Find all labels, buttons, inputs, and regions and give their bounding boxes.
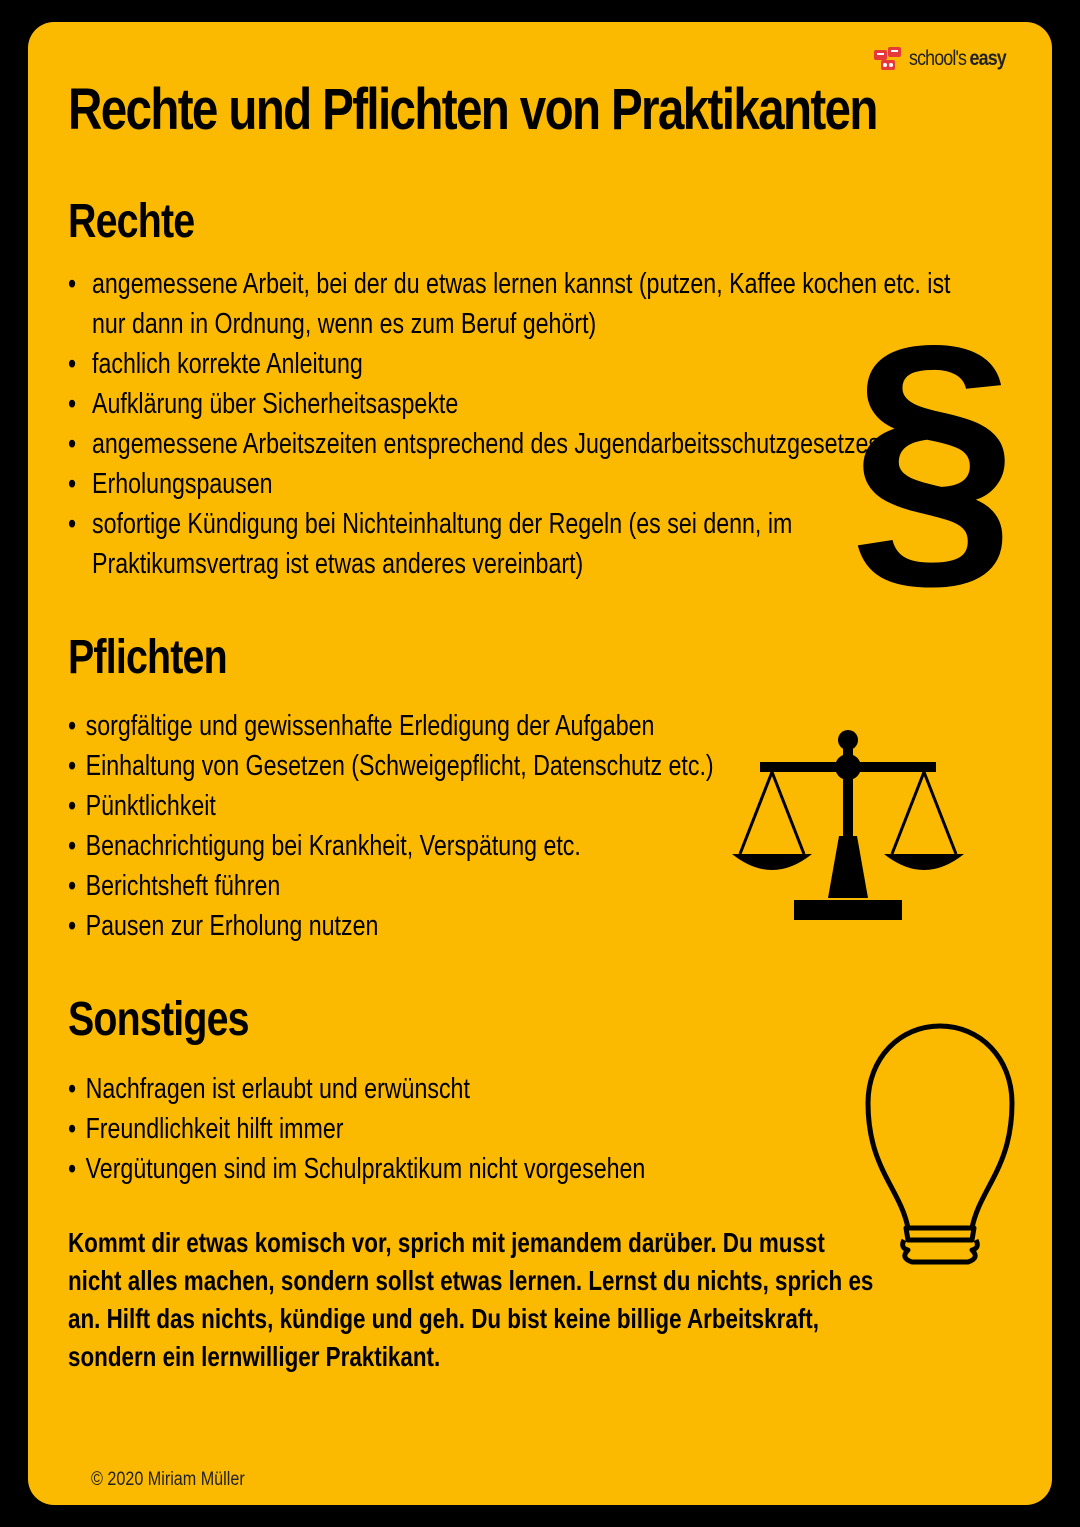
bullet-icon: • — [68, 468, 77, 500]
list-item — [68, 866, 714, 906]
chat-bubbles-icon — [873, 46, 903, 72]
bullet-icon: • — [68, 790, 77, 822]
infographic-card — [28, 22, 1052, 1505]
list-item-text: Vergütungen sind im Schulpraktikum nicht vorgesehen — [85, 1153, 646, 1185]
misc-heading: Sonstiges — [68, 993, 249, 1046]
list-item — [68, 1149, 645, 1189]
bullet-icon: • — [68, 710, 77, 742]
page-title: Rechte und Pflichten von Praktikanten — [68, 77, 877, 142]
bullet-icon: • — [68, 830, 77, 862]
list-item-text: angemessene Arbeitszeiten entsprechend des Jugendarbeitsschutzgesetzes — [92, 428, 881, 460]
list-item — [68, 906, 714, 946]
bullet-icon: • — [68, 508, 77, 540]
bullet-icon: • — [68, 1073, 77, 1105]
list-item — [68, 504, 951, 584]
list-item — [68, 786, 714, 826]
list-item — [68, 1109, 645, 1149]
list-item-text: Berichtsheft führen — [85, 870, 281, 902]
bullet-icon: • — [68, 428, 77, 460]
bullet-icon: • — [68, 388, 77, 420]
paragraph-icon: § — [850, 282, 1017, 618]
list-item-text: fachlich korrekte Anleitung — [92, 348, 363, 380]
list-item-text: Pünktlichkeit — [85, 790, 216, 822]
misc-list — [68, 1069, 645, 1189]
bullet-icon: • — [68, 750, 77, 782]
brand-wordmark-light: school's — [909, 47, 967, 70]
scales-icon — [728, 726, 968, 936]
list-item-text: Erholungspausen — [92, 468, 273, 500]
lightbulb-icon — [860, 1018, 1020, 1268]
list-item — [68, 384, 951, 424]
bullet-icon: • — [68, 910, 77, 942]
list-item-text: Pausen zur Erholung nutzen — [85, 910, 379, 942]
list-item-text: Nachfragen ist erlaubt und erwünscht — [85, 1073, 470, 1105]
list-item — [68, 424, 951, 464]
advice-paragraph: Kommt dir etwas komisch vor, sprich mit jemandem darüber. Du musst nicht alles machen, sondern sollst etwas lernen. Lernst du nichts, sprich es an. Hilft das nichts, kündige und geh. Du bist keine billige Arbeitskraft, sondern ein lernwilliger Praktikant. — [68, 1227, 874, 1372]
list-item-text: Benachrichtigung bei Krankheit, Verspätung etc. — [85, 830, 581, 862]
bullet-icon: • — [68, 348, 77, 380]
list-item — [68, 344, 951, 384]
rights-list — [68, 264, 951, 584]
list-item-text: Freundlichkeit hilft immer — [85, 1113, 344, 1145]
bullet-icon: • — [68, 870, 77, 902]
list-item-text: Einhaltung von Gesetzen (Schweigepflicht, Datenschutz etc.) — [85, 750, 714, 782]
brand-wordmark-bold: easy — [969, 47, 1006, 70]
brand-logo — [873, 46, 1023, 72]
bullet-icon: • — [68, 268, 77, 300]
bullet-icon: • — [68, 1113, 77, 1145]
list-item-text: sofortige Kündigung bei Nichteinhaltung der Regeln (es sei denn, im Praktikumsvertrag ist etwas anderes vereinbart) — [92, 508, 793, 580]
brand-wordmark — [909, 47, 1006, 71]
copyright-notice: © 2020 Miriam Müller — [91, 1469, 245, 1490]
list-item — [68, 706, 714, 746]
list-item — [68, 1069, 645, 1109]
rights-heading: Rechte — [68, 195, 195, 248]
list-item — [68, 826, 714, 866]
list-item — [68, 464, 951, 504]
list-item — [68, 746, 714, 786]
duties-list — [68, 706, 714, 946]
list-item-text: Aufklärung über Sicherheitsaspekte — [92, 388, 459, 420]
bullet-icon: • — [68, 1153, 77, 1185]
list-item-text: angemessene Arbeit, bei der du etwas lernen kannst (putzen, Kaffee kochen etc. ist nur dann in Ordnung, wenn es zum Beruf gehört) — [92, 268, 951, 340]
duties-heading: Pflichten — [68, 631, 227, 684]
list-item-text: sorgfältige und gewissenhafte Erledigung der Aufgaben — [85, 710, 655, 742]
list-item — [68, 264, 951, 344]
